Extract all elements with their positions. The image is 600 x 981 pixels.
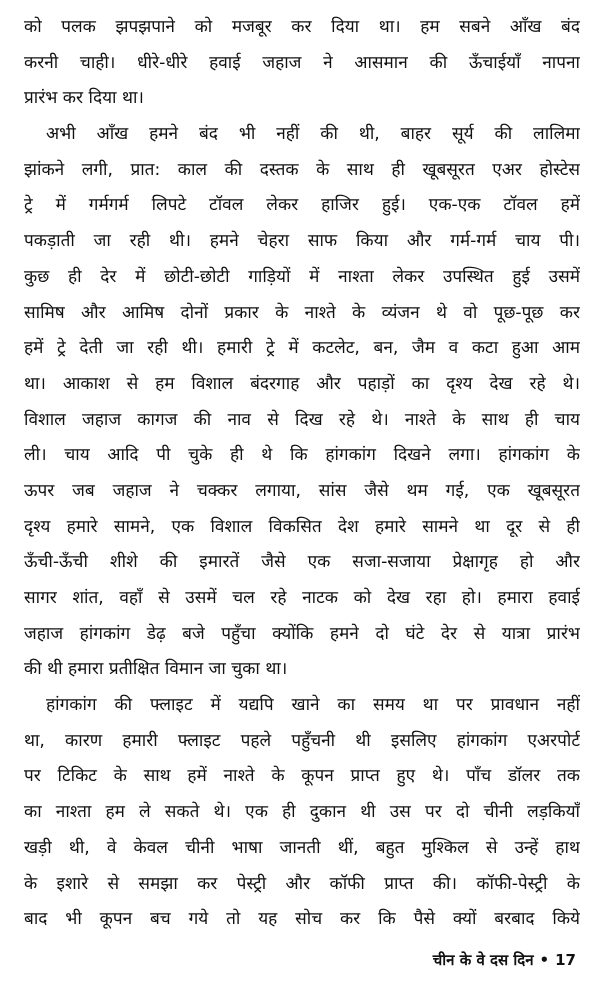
- page-number: 17: [555, 951, 576, 969]
- text-line: ट्रे में गर्मगर्म लिपटे टॉवल लेकर हाजिर हुई। एक-एक टॉवल हमें: [24, 195, 580, 216]
- text-line: का नाश्ता हम ले सकते थे। एक ही दुकान थी उस पर दो चीनी लड़कियाँ: [24, 802, 580, 823]
- text-line: बाद भी कूपन बच गये तो यह सोच कर कि पैसे क्यों बरबाद किये: [24, 909, 580, 930]
- text-line: करनी चाही। धीरे-धीरे हवाई जहाज ने आसमान की ऊँचाईयाँ नापना: [24, 52, 580, 73]
- text-line: जहाज हांगकांग डेढ़ बजे पहुँचा क्योंकि हमने दो घंटे देर से यात्रा प्रारंभ: [24, 623, 580, 644]
- text-line: विशाल जहाज कागज की नाव से दिख रहे थे। नाश्ते के साथ ही चाय: [24, 409, 580, 430]
- text-line: प्रारंभ कर दिया था।: [24, 88, 144, 109]
- body-text: [24, 10, 580, 938]
- text-line: था, कारण हमारी फ्लाइट पहले पहुँचनी थी इसलिए हांगकांग एअरपोर्ट: [24, 730, 580, 751]
- text-line: हमें ट्रे देती जा रही थी। हमारी ट्रे में कटलेट, बन, जैम व कटा हुआ आम: [24, 338, 580, 359]
- text-line: ली। चाय आदि पी चुके ही थे कि हांगकांग दिखने लगा। हांगकांग के: [24, 445, 580, 466]
- text-line: पकड़ाती जा रही थी। हमने चेहरा साफ किया और गर्म-गर्म चाय पी।: [24, 231, 580, 252]
- text-line: अभी आँख हमने बंद भी नहीं की थी, बाहर सूर्य की लालिमा: [46, 124, 580, 145]
- text-line: को पलक झपझपाने को मजबूर कर दिया था। हम सबने आँख बंद: [24, 17, 580, 37]
- page-footer: [433, 950, 576, 970]
- text-line: सागर शांत, वहाँ से उसमें चल रहे नाटक को देख रहा हो। हमारा हवाई: [24, 588, 580, 608]
- text-line: ऊँची-ऊँची शीशे की इमारतें जैसे एक सजा-सजाया प्रेक्षागृह हो और: [24, 552, 580, 573]
- text-line: की थी हमारा प्रतीक्षित विमान जा चुका था।: [24, 659, 288, 680]
- text-line: कुछ ही देर में छोटी-छोटी गाड़ियों में नाश्ता लेकर उपस्थित हुई उसमें: [24, 266, 580, 287]
- text-line: खड़ी थी, वे केवल चीनी भाषा जानती थीं, बहुत मुश्किल से उन्हें हाथ: [24, 837, 580, 858]
- text-line: सामिष और आमिष दोनों प्रकार के नाश्ते के व्यंजन थे वो पूछ-पूछ कर: [24, 302, 580, 323]
- text-line: ऊपर जब जहाज ने चक्कर लगाया, सांस जैसे थम गई, एक खूबसूरत: [24, 480, 580, 501]
- text-line: झांकने लगी, प्रात: काल की दस्तक के साथ ही खूबसूरत एअर होस्टेस: [24, 159, 580, 180]
- text-line: के इशारे से समझा कर पेस्ट्री और कॉफी प्राप्त की। कॉफी-पेस्ट्री के: [24, 873, 580, 894]
- text-line: था। आकाश से हम विशाल बंदरगाह और पहाड़ों का दृश्य देख रहे थे।: [24, 373, 580, 394]
- footer-separator: •: [539, 951, 550, 969]
- footer-book-title: चीन के वे दस दिन: [432, 951, 534, 969]
- text-line: दृश्य हमारे सामने, एक विशाल विकसित देश हमारे सामने था दूर से ही: [24, 516, 580, 537]
- text-line: पर टिकिट के साथ हमें नाश्ते के कूपन प्राप्त हुए थे। पाँच डॉलर तक: [24, 766, 580, 787]
- text-line: हांगकांग की फ्लाइट में यद्यपि खाने का समय था पर प्रावधान नहीं: [46, 695, 580, 716]
